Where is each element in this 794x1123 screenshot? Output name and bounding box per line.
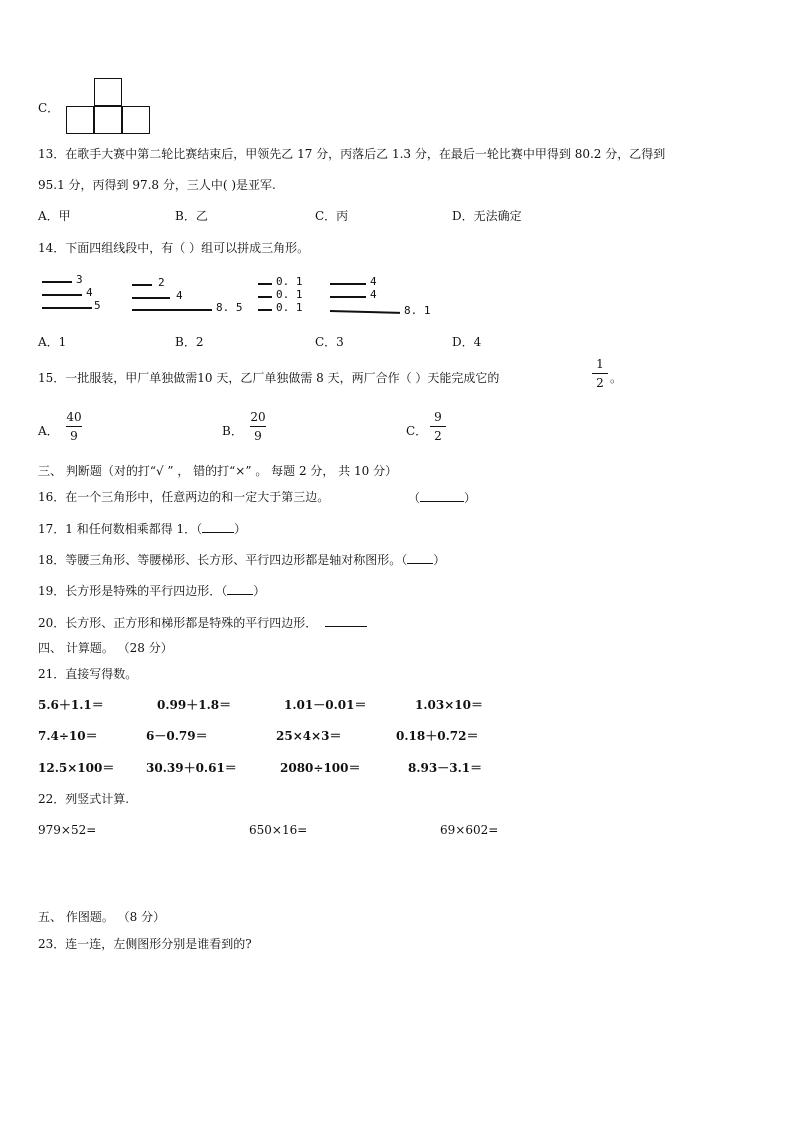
q21-item: 30.39＋0.61＝ [146, 761, 237, 775]
segment-line [42, 281, 72, 283]
q21-item: 12.5×100＝ [38, 761, 115, 775]
q21-item: 6－0.79＝ [146, 729, 208, 743]
q21-stem: 21．直接写得数。 [38, 667, 138, 681]
q21-item: 8.93－3.1＝ [408, 761, 483, 775]
segment-label: 0. 1 [276, 275, 303, 288]
q12-option-c-label: C． [38, 101, 60, 115]
segment-label: 4 [176, 289, 183, 302]
q14-option-c: C．3 [315, 335, 344, 349]
q21-item: 1.01－0.01＝ [284, 698, 367, 712]
q17-stem: 17．1 和任何数相乘都得 1．（ [38, 522, 203, 536]
paren-open: （ [408, 491, 421, 505]
q15-option-a-label: A． [38, 424, 59, 438]
q22-item: 979×52= [38, 823, 97, 837]
q21-item: 5.6＋1.1＝ [38, 698, 104, 712]
q15-stem: 15．一批服装，甲厂单独做需10 天，乙厂单独做需 8 天，两厂合作（ ）天能完成它的 [38, 371, 500, 385]
q15-stem-end: 。 [610, 371, 623, 385]
q14-option-a: A．1 [38, 335, 67, 349]
segment-label: 4 [370, 288, 377, 301]
segment-label: 4 [86, 286, 93, 299]
segment-label: 4 [370, 275, 377, 288]
segment-line [330, 310, 400, 314]
segment-line [258, 283, 272, 285]
figure-cell-middle [94, 106, 122, 134]
q14-option-b: B．2 [175, 335, 204, 349]
q16-answer-blank[interactable] [408, 489, 476, 506]
q14-stem: 14．下面四组线段中，有（ ）组可以拼成三角形。 [38, 241, 310, 255]
q20-answer-blank[interactable] [325, 614, 367, 627]
segment-line [330, 296, 366, 298]
q20-stem: 20．长方形、正方形和梯形都是特殊的平行四边形． [38, 616, 318, 630]
q13-option-b: B．乙 [175, 209, 208, 223]
q17-answer-blank[interactable] [202, 520, 234, 533]
segment-label: 5 [94, 299, 101, 312]
q18-text [38, 551, 445, 568]
q21-item: 2080÷100＝ [280, 761, 361, 775]
q15-option-c-fraction [428, 410, 448, 443]
paren-close: ） [433, 553, 446, 567]
fraction-denominator: 2 [596, 376, 604, 390]
segment-line [132, 309, 212, 311]
q15-stem-fraction [590, 357, 610, 390]
q13-option-a: A．甲 [38, 209, 71, 223]
section-5-title: 五、 作图题。 （8 分） [38, 910, 166, 924]
q19-text [38, 582, 265, 599]
q22-item: 69×602= [440, 823, 499, 837]
segment-line [258, 296, 272, 298]
segment-line [42, 307, 92, 309]
q18-stem: 18．等腰三角形、等腰梯形、长方形、平行四边形都是轴对称图形。（ [38, 553, 408, 567]
q14-option-d: D．4 [452, 335, 482, 349]
fraction-numerator: 20 [250, 410, 266, 424]
q23-text: 23．连一连，左侧图形分别是谁看到的? [38, 937, 252, 951]
segment-label: 3 [76, 273, 83, 286]
figure-cell-right [122, 106, 150, 134]
q21-item: 1.03×10＝ [415, 698, 483, 712]
q21-item: 7.4÷10＝ [38, 729, 98, 743]
segment-line [42, 294, 82, 296]
segment-label: 0. 1 [276, 301, 303, 314]
segment-line [132, 297, 170, 299]
paren-close: ） [253, 584, 266, 598]
fraction-denominator: 9 [254, 429, 262, 443]
fraction-denominator: 9 [70, 429, 78, 443]
q15-option-b-fraction [247, 410, 269, 443]
q19-stem: 19．长方形是特殊的平行四边形．（ [38, 584, 228, 598]
blank-line [420, 489, 464, 502]
segment-label: 2 [158, 276, 165, 289]
figure-cell-left [66, 106, 94, 134]
q15-option-c-label: C． [406, 424, 428, 438]
q13-option-c: C．丙 [315, 209, 349, 223]
q20-text [38, 614, 367, 631]
q13-option-d: D．无法确定 [452, 209, 522, 223]
fraction-numerator: 9 [434, 410, 442, 424]
paren-close: ） [464, 491, 477, 505]
q22-item: 650×16= [249, 823, 308, 837]
segment-label: 0. 1 [276, 288, 303, 301]
q21-item: 25×4×3＝ [276, 729, 342, 743]
segment-line [258, 309, 272, 311]
q15-option-a-fraction [63, 410, 85, 443]
section-4-title: 四、 计算题。 （28 分） [38, 641, 173, 655]
section-3-title: 三、 判断题（对的打“√ ” ， 错的打“×” 。 每题 2 分， 共 10 分） [38, 464, 398, 478]
segment-line [330, 283, 366, 285]
q17-text [38, 520, 246, 537]
figure-cell-top [94, 78, 122, 106]
fraction-denominator: 2 [434, 429, 442, 443]
paren-close: ） [234, 522, 247, 536]
q16-text: 16．在一个三角形中，任意两边的和一定大于第三边。 [38, 490, 330, 504]
q21-item: 0.99＋1.8＝ [157, 698, 232, 712]
q15-option-b-label: B． [222, 424, 243, 438]
fraction-numerator: 1 [596, 357, 604, 371]
q21-item: 0.18＋0.72＝ [396, 729, 479, 743]
segment-label: 8. 5 [216, 301, 243, 314]
q19-answer-blank[interactable] [227, 582, 253, 595]
fraction-numerator: 40 [66, 410, 82, 424]
q13-line1: 13．在歌手大赛中第二轮比赛结束后，甲领先乙 17 分，丙落后乙 1.3 分，在最后一轮比赛中甲得到 80.2 分，乙得到 [38, 147, 666, 161]
q13-line2: 95.1 分，丙得到 97.8 分，三人中( )是亚军. [38, 178, 276, 192]
q22-stem: 22．列竖式计算. [38, 792, 130, 806]
q18-answer-blank[interactable] [407, 551, 433, 564]
segment-label: 8. 1 [404, 304, 431, 317]
segment-line [132, 284, 152, 286]
